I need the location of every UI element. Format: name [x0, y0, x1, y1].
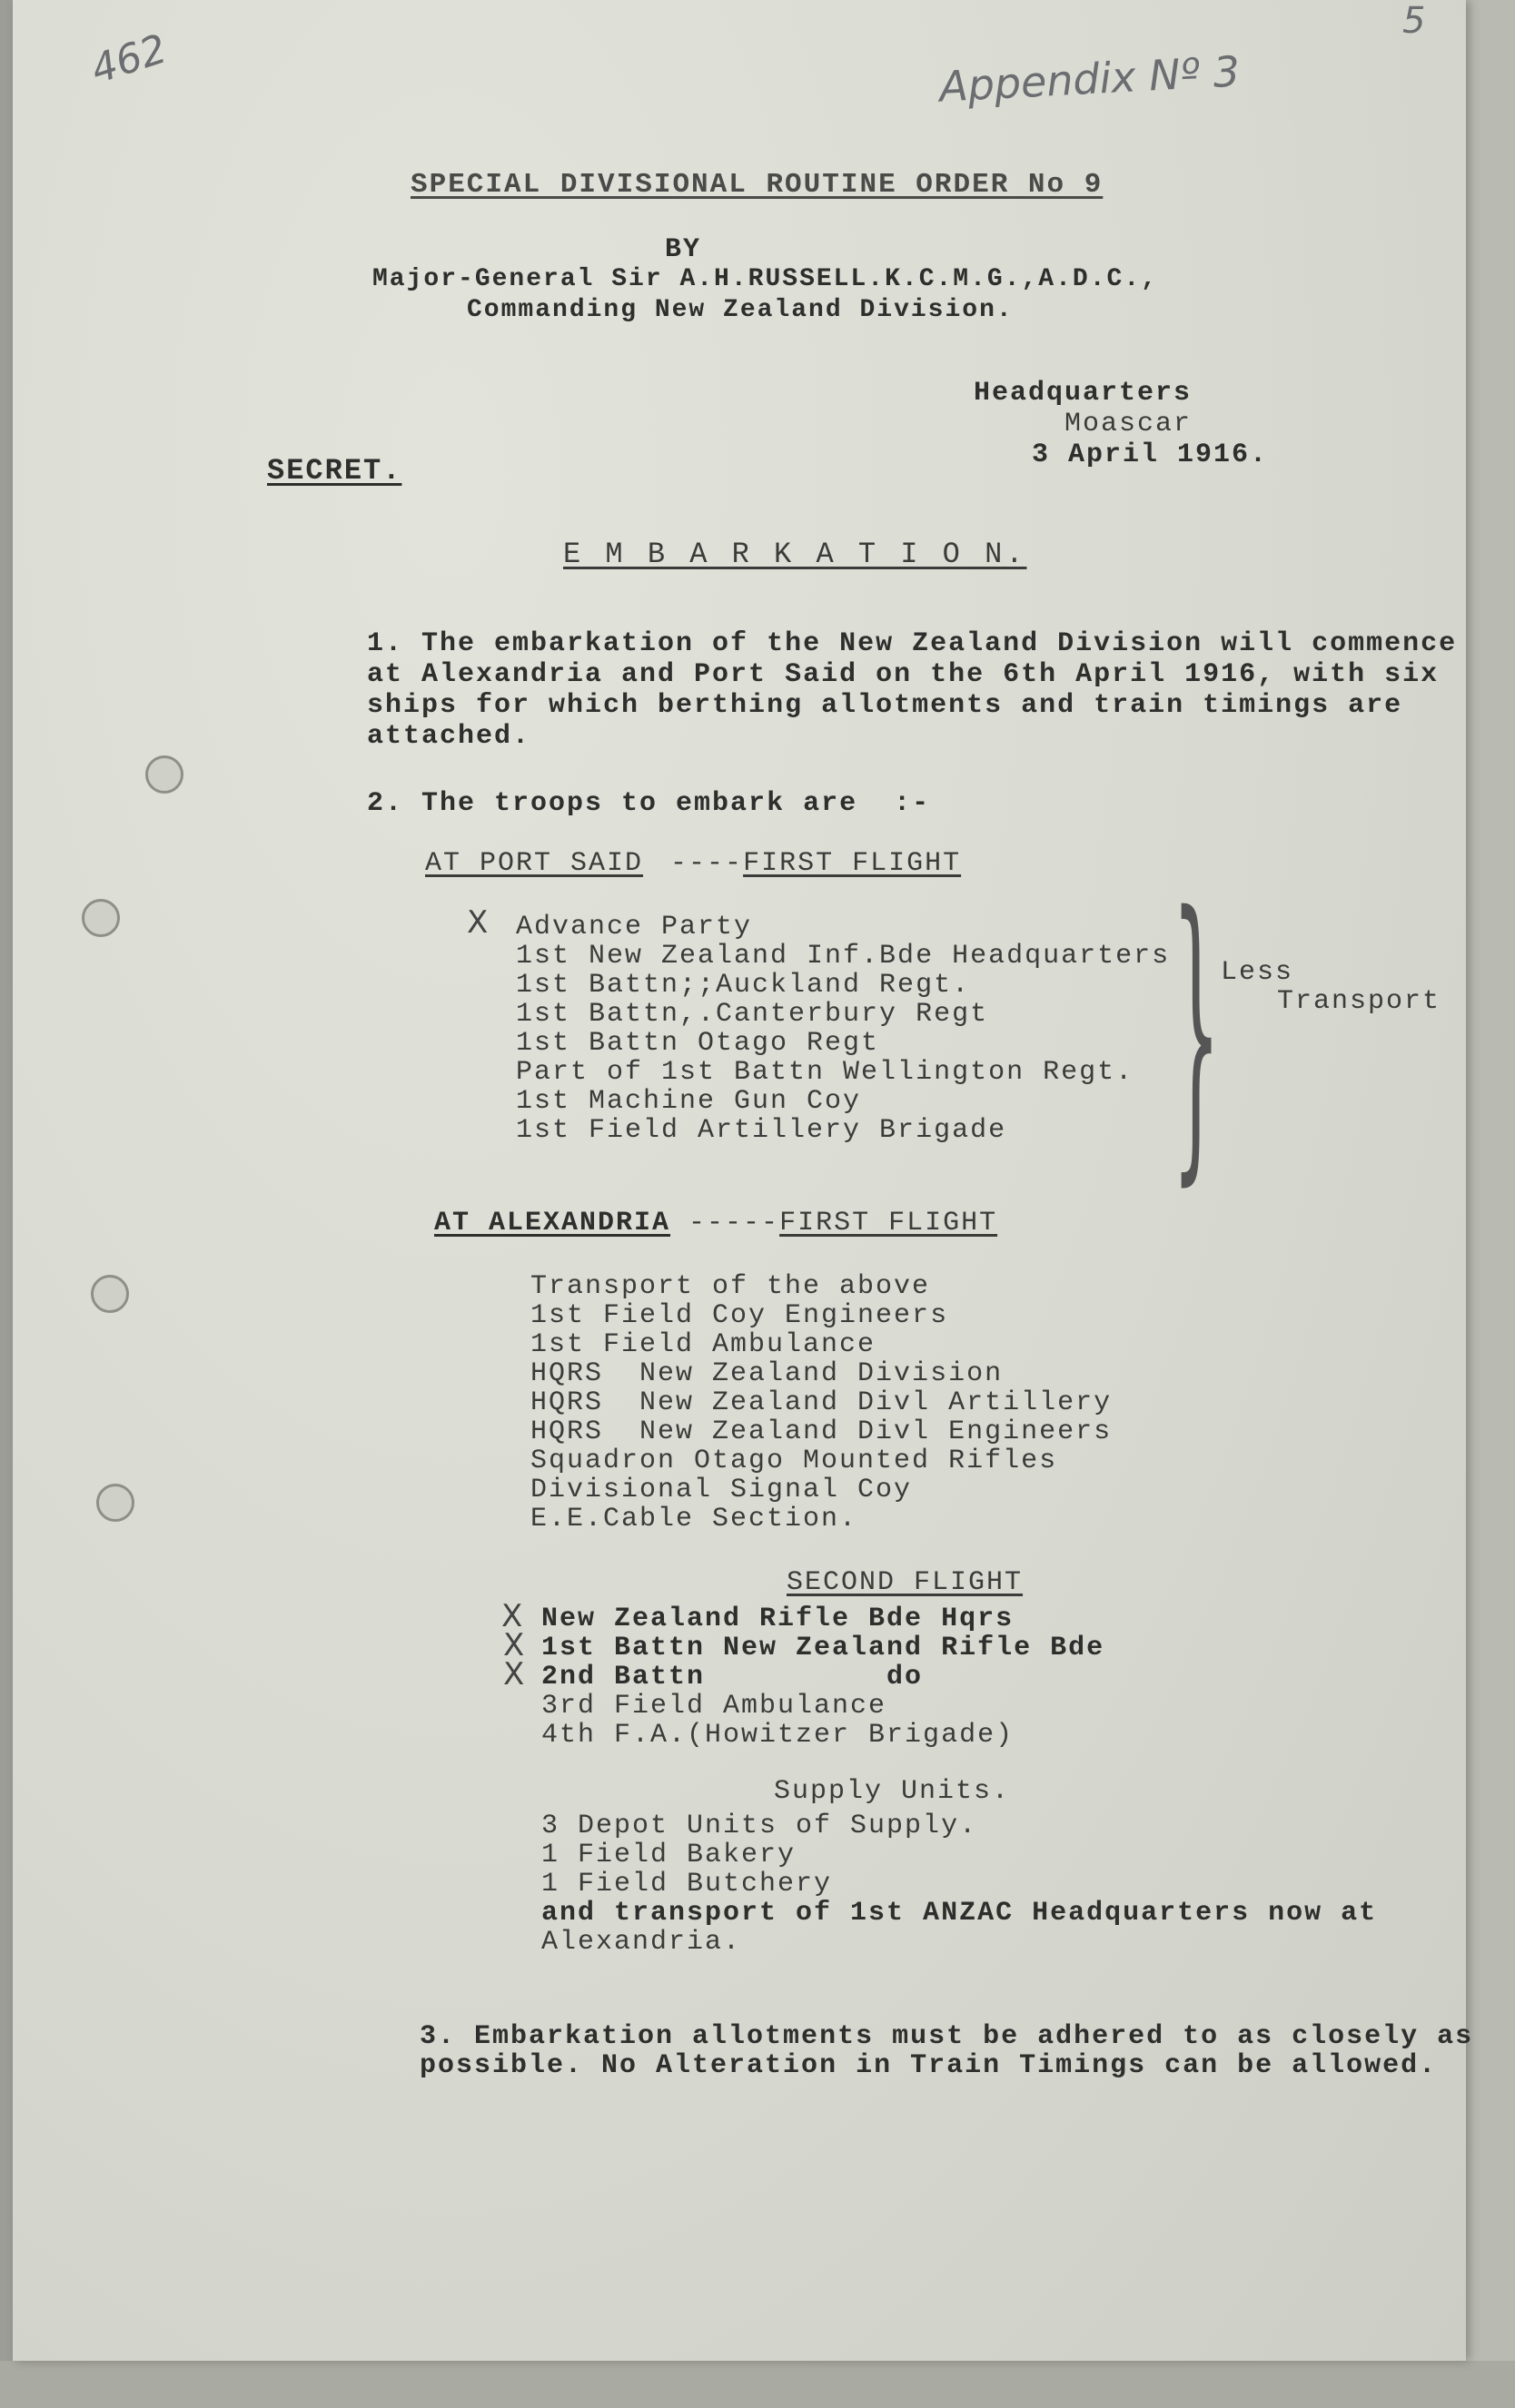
paragraph-2-intro: 2. The troops to embark are :- [367, 788, 931, 819]
list-item: 1st Battn New Zealand Rifle Bde [541, 1633, 1105, 1663]
alexandria-heading [434, 1208, 997, 1239]
list-item: 1 Field Bakery [541, 1840, 797, 1870]
list-item: 1st Machine Gun Coy [516, 1086, 862, 1117]
appendix-label: Appendix Nº 3 [937, 46, 1242, 112]
author-line: Major-General Sir A.H.RUSSELL.K.C.M.G.,A.D.C., [372, 265, 1158, 293]
list-item: Squadron Otago Mounted Rifles [530, 1446, 1058, 1476]
corner-number: 5 [1402, 0, 1426, 42]
list-item: 1st New Zealand Inf.Bde Headquarters [516, 941, 1171, 972]
table-surface [0, 2361, 1515, 2408]
cross-mark: X [467, 904, 489, 941]
alexandria-place: AT ALEXANDRIA [434, 1208, 671, 1239]
second-flight-heading: SECOND FLIGHT [787, 1567, 1024, 1598]
port-said-note-line1: Less [1221, 957, 1294, 988]
list-item: 1st Field Ambulance [530, 1329, 876, 1360]
list-item: Transport of the above [530, 1271, 931, 1302]
list-item: 1st Field Coy Engineers [530, 1300, 949, 1331]
paragraph-1-line: at Alexandria and Port Said on the 6th April 1916, with six [367, 659, 1440, 690]
list-item: 1 Field Butchery [541, 1869, 833, 1900]
paragraph-3-line: possible. No Alteration in Train Timings can be allowed. [420, 2050, 1438, 2081]
alexandria-dashes: ----- [688, 1208, 780, 1239]
list-item: 1st Battn,.Canterbury Regt [516, 999, 989, 1030]
document-title: SPECIAL DIVISIONAL ROUTINE ORDER No 9 [411, 169, 1104, 201]
port-said-note-line2: Transport [1277, 986, 1441, 1017]
folio-number: 462 [85, 25, 173, 94]
headquarters-label: Headquarters [974, 378, 1193, 409]
list-item: HQRS New Zealand Divl Artillery [530, 1387, 1113, 1418]
list-item: 1st Field Artillery Brigade [516, 1115, 1007, 1146]
list-item: 2nd Battn do [541, 1662, 924, 1693]
list-item: 1st Battn Otago Regt [516, 1028, 880, 1059]
role-line: Commanding New Zealand Division. [467, 296, 1014, 324]
list-item: Advance Party [516, 912, 753, 942]
port-said-flight: FIRST FLIGHT [743, 848, 962, 879]
port-said-dashes: ---- [670, 848, 744, 879]
list-item: New Zealand Rifle Bde Hqrs [541, 1604, 1015, 1634]
headquarters-place: Moascar [1064, 409, 1193, 439]
cross-mark: X [503, 1627, 525, 1663]
list-item: 3 Depot Units of Supply. [541, 1811, 978, 1841]
paragraph-3-line: 3. Embarkation allotments must be adhered to as closely as [420, 2021, 1474, 2052]
cross-mark: X [503, 1656, 525, 1693]
list-item: E.E.Cable Section. [530, 1504, 858, 1535]
list-item: 1st Battn;;Auckland Regt. [516, 970, 971, 1001]
list-item: Part of 1st Battn Wellington Regt. [516, 1057, 1134, 1088]
grouping-brace: } [1172, 852, 1222, 1211]
list-item: 4th F.A.(Howitzer Brigade) [541, 1720, 1015, 1751]
list-item: Divisional Signal Coy [530, 1475, 913, 1505]
paragraph-1-line: attached. [367, 721, 531, 752]
order-date: 3 April 1916. [1032, 439, 1269, 470]
by-line: BY [665, 234, 702, 265]
punch-hole [91, 1275, 129, 1313]
paragraph-1-line: 1. The embarkation of the New Zealand Division will commence [367, 628, 1458, 659]
list-item: HQRS New Zealand Divl Engineers [530, 1416, 1113, 1447]
list-item: and transport of 1st ANZAC Headquarters now at [541, 1898, 1378, 1929]
paragraph-1-line: ships for which berthing allotments and train timings are [367, 690, 1403, 721]
punch-hole [82, 899, 120, 937]
list-item: 3rd Field Ambulance [541, 1691, 887, 1722]
port-said-heading [425, 848, 961, 879]
port-said-place: AT PORT SAID [425, 848, 644, 879]
supply-units-heading: Supply Units. [774, 1776, 1011, 1807]
alexandria-flight: FIRST FLIGHT [779, 1208, 998, 1239]
list-item: Alexandria. [541, 1927, 742, 1958]
document-page [13, 0, 1474, 2361]
punch-hole [145, 755, 183, 794]
cross-mark: X [501, 1598, 523, 1634]
subject-heading: E M B A R K A T I O N. [563, 538, 1027, 571]
classification-label: SECRET. [267, 454, 402, 488]
list-item: HQRS New Zealand Division [530, 1358, 1004, 1389]
punch-hole [96, 1484, 134, 1522]
